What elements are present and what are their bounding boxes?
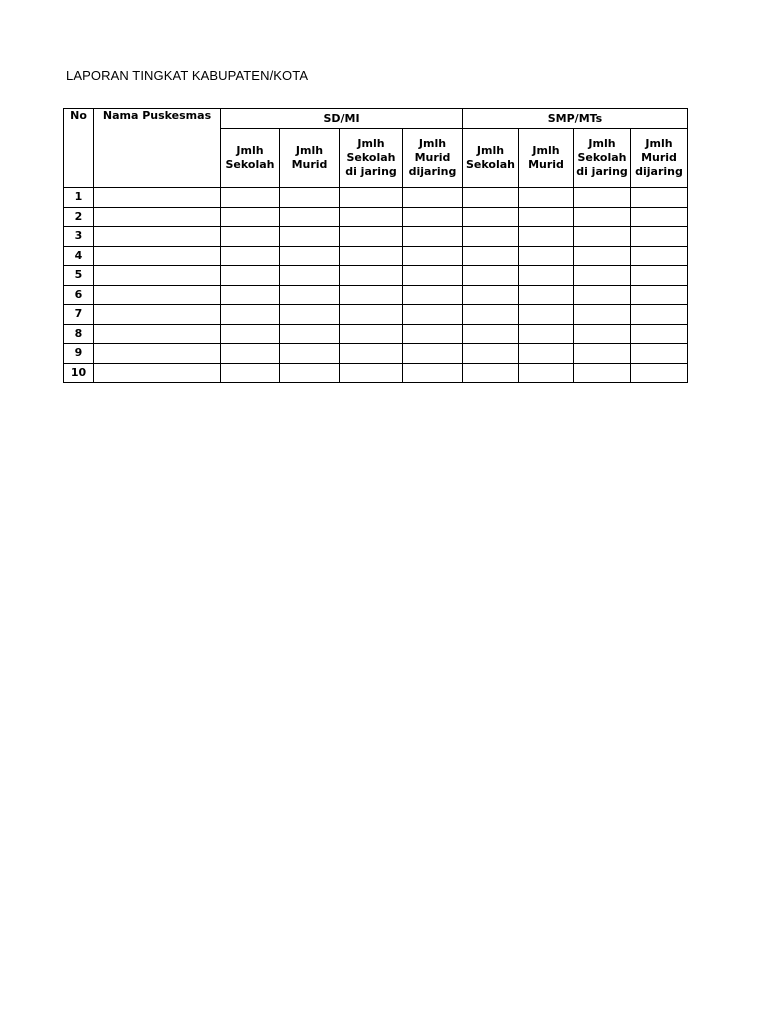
- table-cell[interactable]: [519, 207, 574, 227]
- table-cell[interactable]: [631, 246, 688, 266]
- table-row: [64, 227, 688, 247]
- table-cell[interactable]: [519, 188, 574, 208]
- row-number: 7: [64, 305, 94, 325]
- table-cell[interactable]: [340, 344, 403, 364]
- table-cell[interactable]: [403, 285, 463, 305]
- table-cell[interactable]: [463, 324, 519, 344]
- table-cell[interactable]: [519, 305, 574, 325]
- table-cell[interactable]: [340, 227, 403, 247]
- table-cell[interactable]: [631, 207, 688, 227]
- table-cell[interactable]: [280, 305, 340, 325]
- table-cell[interactable]: [463, 266, 519, 286]
- table-cell[interactable]: [340, 324, 403, 344]
- header-smp-jmlh-sekolah-dijaring: Jmlh Sekolah di jaring: [574, 129, 631, 188]
- table-cell[interactable]: [340, 285, 403, 305]
- table-cell[interactable]: [519, 285, 574, 305]
- header-no: No: [64, 109, 94, 188]
- table-cell[interactable]: [280, 188, 340, 208]
- table-cell[interactable]: [94, 207, 221, 227]
- table-cell[interactable]: [574, 344, 631, 364]
- header-smp-jmlh-murid-dijaring: Jmlh Murid dijaring: [631, 129, 688, 188]
- table-cell[interactable]: [340, 363, 403, 383]
- table-cell[interactable]: [631, 227, 688, 247]
- table-cell[interactable]: [280, 207, 340, 227]
- table-cell[interactable]: [94, 344, 221, 364]
- header-sd-jmlh-murid: Jmlh Murid: [280, 129, 340, 188]
- table-cell[interactable]: [221, 227, 280, 247]
- table-cell[interactable]: [574, 324, 631, 344]
- table-cell[interactable]: [574, 266, 631, 286]
- table-cell[interactable]: [221, 344, 280, 364]
- table-cell[interactable]: [94, 246, 221, 266]
- row-number: 2: [64, 207, 94, 227]
- report-table: [63, 108, 688, 383]
- table-cell[interactable]: [631, 188, 688, 208]
- table-cell[interactable]: [403, 344, 463, 364]
- table-cell[interactable]: [463, 188, 519, 208]
- table-cell[interactable]: [519, 344, 574, 364]
- table-cell[interactable]: [519, 227, 574, 247]
- table-cell[interactable]: [340, 207, 403, 227]
- table-cell[interactable]: [280, 363, 340, 383]
- table-cell[interactable]: [280, 227, 340, 247]
- table-cell[interactable]: [403, 363, 463, 383]
- table-cell[interactable]: [463, 227, 519, 247]
- table-cell[interactable]: [574, 363, 631, 383]
- table-cell[interactable]: [631, 363, 688, 383]
- table-cell[interactable]: [221, 266, 280, 286]
- table-cell[interactable]: [94, 266, 221, 286]
- table-cell[interactable]: [221, 305, 280, 325]
- table-cell[interactable]: [519, 363, 574, 383]
- row-number: 1: [64, 188, 94, 208]
- table-row: [64, 285, 688, 305]
- table-cell[interactable]: [574, 246, 631, 266]
- table-cell[interactable]: [574, 285, 631, 305]
- table-cell[interactable]: [403, 227, 463, 247]
- table-cell[interactable]: [574, 227, 631, 247]
- table-cell[interactable]: [340, 305, 403, 325]
- table-cell[interactable]: [94, 285, 221, 305]
- table-row: [64, 305, 688, 325]
- table-cell[interactable]: [631, 285, 688, 305]
- table-row: [64, 188, 688, 208]
- table-cell[interactable]: [403, 188, 463, 208]
- table-cell[interactable]: [519, 324, 574, 344]
- table-body: [64, 188, 688, 383]
- table-cell[interactable]: [403, 246, 463, 266]
- row-number: 3: [64, 227, 94, 247]
- table-cell[interactable]: [280, 266, 340, 286]
- table-row: [64, 207, 688, 227]
- table-row: [64, 344, 688, 364]
- table-cell[interactable]: [403, 305, 463, 325]
- table-cell[interactable]: [340, 188, 403, 208]
- table-cell[interactable]: [631, 266, 688, 286]
- row-number: 6: [64, 285, 94, 305]
- table-row: [64, 246, 688, 266]
- table-cell[interactable]: [280, 324, 340, 344]
- table-cell[interactable]: [519, 246, 574, 266]
- table-cell[interactable]: [463, 305, 519, 325]
- row-number: 10: [64, 363, 94, 383]
- table-cell[interactable]: [280, 344, 340, 364]
- table-row: [64, 324, 688, 344]
- table-cell[interactable]: [403, 266, 463, 286]
- table-cell[interactable]: [463, 285, 519, 305]
- table-row: [64, 266, 688, 286]
- table-cell[interactable]: [94, 363, 221, 383]
- header-sd-jmlh-sekolah: Jmlh Sekolah: [221, 129, 280, 188]
- table-row: [64, 363, 688, 383]
- table-cell[interactable]: [631, 305, 688, 325]
- table-cell[interactable]: [463, 246, 519, 266]
- row-number: 9: [64, 344, 94, 364]
- header-group-smp-mts: SMP/MTs: [463, 109, 688, 129]
- table-cell[interactable]: [280, 285, 340, 305]
- table-cell[interactable]: [519, 266, 574, 286]
- header-sd-jmlh-sekolah-dijaring: Jmlh Sekolah di jaring: [340, 129, 403, 188]
- table-cell[interactable]: [94, 324, 221, 344]
- row-number: 4: [64, 246, 94, 266]
- table-cell[interactable]: [221, 246, 280, 266]
- table-cell[interactable]: [221, 363, 280, 383]
- table-cell[interactable]: [94, 305, 221, 325]
- table-cell[interactable]: [574, 188, 631, 208]
- table-cell[interactable]: [463, 207, 519, 227]
- table-cell[interactable]: [574, 207, 631, 227]
- table-cell[interactable]: [340, 246, 403, 266]
- header-sd-jmlh-murid-dijaring: Jmlh Murid dijaring: [403, 129, 463, 188]
- header-smp-jmlh-sekolah: Jmlh Sekolah: [463, 129, 519, 188]
- header-smp-jmlh-murid: Jmlh Murid: [519, 129, 574, 188]
- table-cell[interactable]: [94, 227, 221, 247]
- table-cell[interactable]: [221, 285, 280, 305]
- page-title: LAPORAN TINGKAT KABUPATEN/KOTA: [66, 68, 309, 83]
- header-group-sd-mi: SD/MI: [221, 109, 463, 129]
- table-cell[interactable]: [94, 188, 221, 208]
- table-cell[interactable]: [463, 363, 519, 383]
- table-cell[interactable]: [221, 188, 280, 208]
- table-cell[interactable]: [631, 324, 688, 344]
- table-cell[interactable]: [221, 324, 280, 344]
- table-cell[interactable]: [574, 305, 631, 325]
- header-nama-puskesmas: Nama Puskesmas: [94, 109, 221, 188]
- table-cell[interactable]: [463, 344, 519, 364]
- table-cell[interactable]: [221, 207, 280, 227]
- table-cell[interactable]: [631, 344, 688, 364]
- table-cell[interactable]: [403, 207, 463, 227]
- table-cell[interactable]: [403, 324, 463, 344]
- row-number: 8: [64, 324, 94, 344]
- table-cell[interactable]: [340, 266, 403, 286]
- row-number: 5: [64, 266, 94, 286]
- table-cell[interactable]: [280, 246, 340, 266]
